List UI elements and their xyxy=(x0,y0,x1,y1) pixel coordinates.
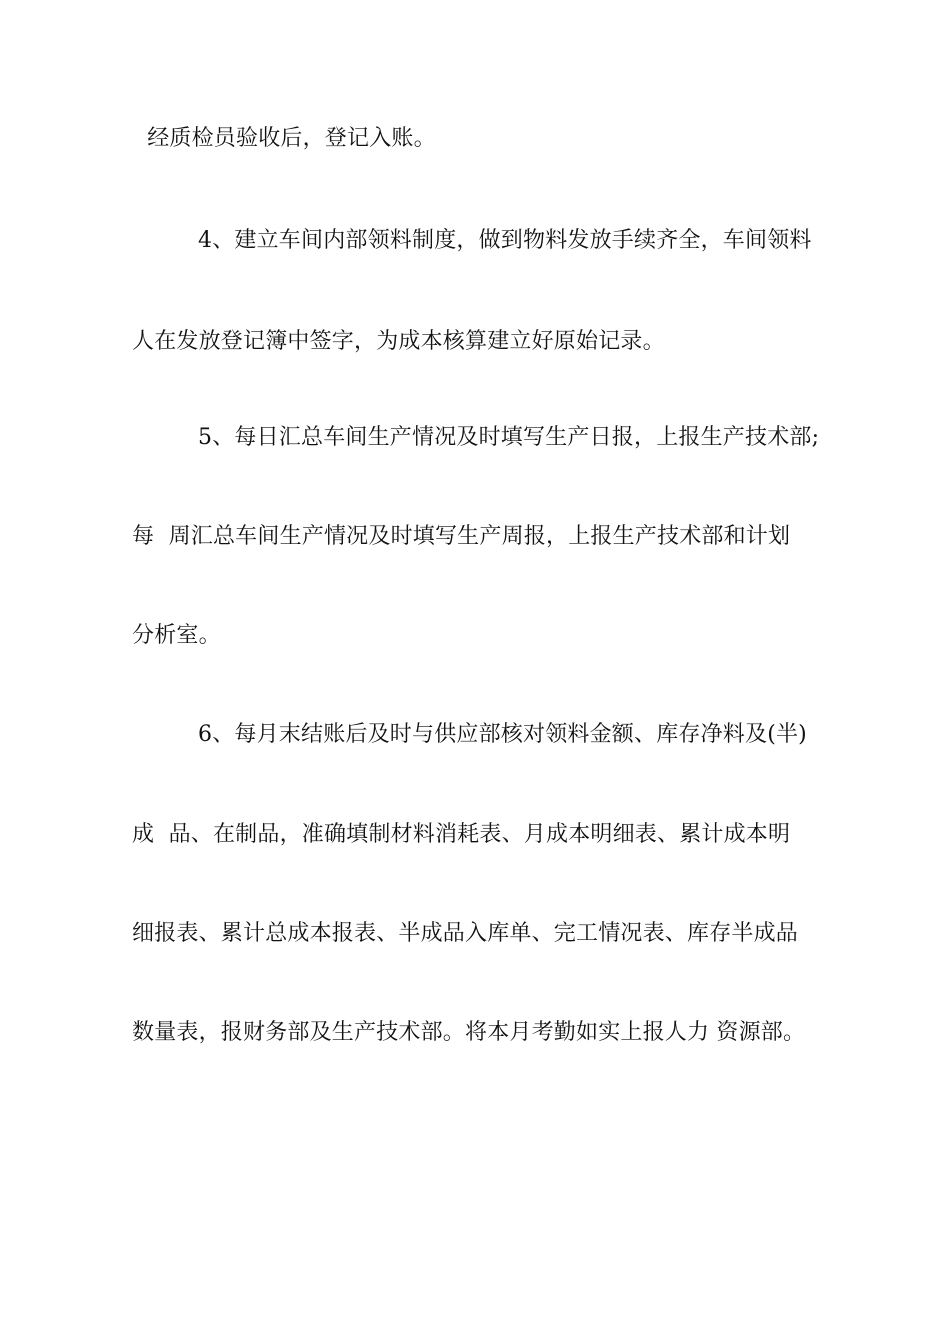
paragraph-line: 4、建立车间内部领料制度，做到物料发放手续齐全，车间领料 xyxy=(198,228,812,253)
paragraph-line: 人在发放登记簿中签字，为成本核算建立好原始记录。 xyxy=(132,329,665,354)
paragraph-line: 5、每日汇总车间生产情况及时填写生产日报，上报生产技术部; xyxy=(198,425,820,450)
paragraph-line: 数量表，报财务部及生产技术部。将本月考勤如实上报人力 资源部。 xyxy=(132,1020,806,1045)
paragraph-line: 每 周汇总车间生产情况及时填写生产周报，上报生产技术部和计划 xyxy=(132,524,791,549)
paragraph-line: 细报表、累计总成本报表、半成品入库单、完工情况表、库存半成品 xyxy=(132,921,799,946)
paragraph-line: 经质检员验收后，登记入账。 xyxy=(140,126,436,151)
paragraph-line: 6、每月末结账后及时与供应部核对领料金额、库存净料及(半) xyxy=(198,722,807,747)
paragraph-line: 分析室。 xyxy=(132,623,221,648)
paragraph-line: 成 品、在制品，准确填制材料消耗表、月成本明细表、累计成本明 xyxy=(132,822,791,847)
